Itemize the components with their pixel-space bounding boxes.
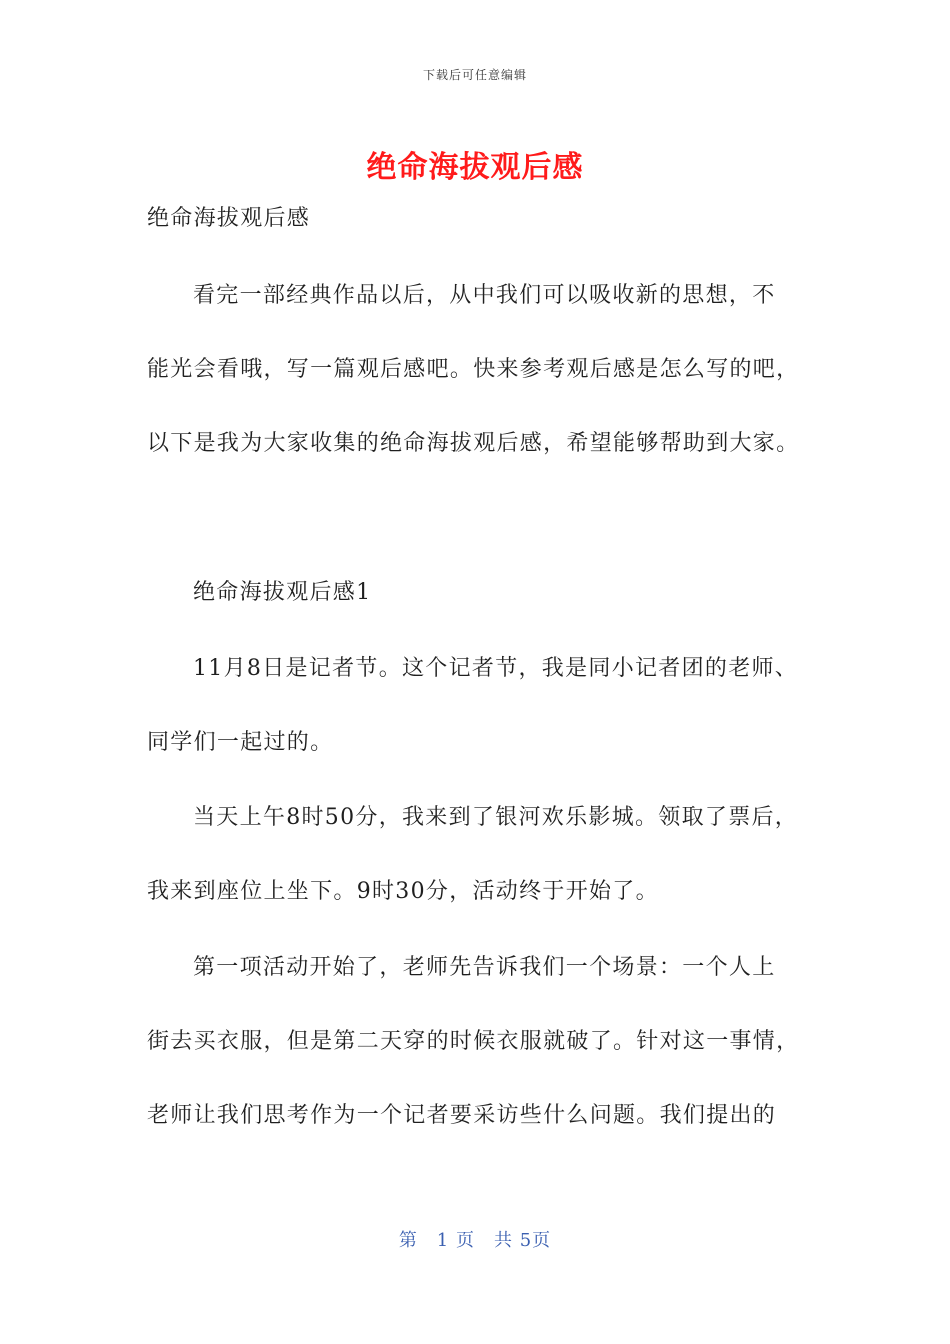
paragraph-line: 街去买衣服，但是第二天穿的时候衣服就破了。针对这一事情， xyxy=(147,1029,800,1054)
paragraph-line: 同学们一起过的。 xyxy=(147,730,334,755)
paragraph-line: 看完一部经典作品以后，从中我们可以吸收新的思想，不 xyxy=(193,283,776,308)
paragraph-line: 当天上午8时50分，我来到了银河欢乐影城。领取了票后， xyxy=(193,805,799,830)
document-title: 绝命海拔观后感 xyxy=(366,150,584,185)
page-indicator: 第 1 页 共 5页 xyxy=(398,1230,552,1251)
paragraph-line: 能光会看哦，写一篇观后感吧。快来参考观后感是怎么写的吧， xyxy=(147,357,800,382)
paragraph-line: 以下是我为大家收集的绝命海拔观后感，希望能够帮助到大家。 xyxy=(147,431,800,456)
paragraph-line: 老师让我们思考作为一个记者要采访些什么问题。我们提出的 xyxy=(147,1103,777,1128)
section-heading: 绝命海拔观后感1 xyxy=(193,580,372,605)
paragraph-line: 第一项活动开始了，老师先告诉我们一个场景：一个人上 xyxy=(193,955,776,980)
subtitle-line: 绝命海拔观后感 xyxy=(147,206,311,231)
header-note: 下载后可任意编辑 xyxy=(422,68,527,82)
paragraph-line: 我来到座位上坐下。9时30分，活动终于开始了。 xyxy=(147,879,659,904)
paragraph-line: 11月8日是记者节。这个记者节，我是同小记者团的老师、 xyxy=(193,656,799,681)
